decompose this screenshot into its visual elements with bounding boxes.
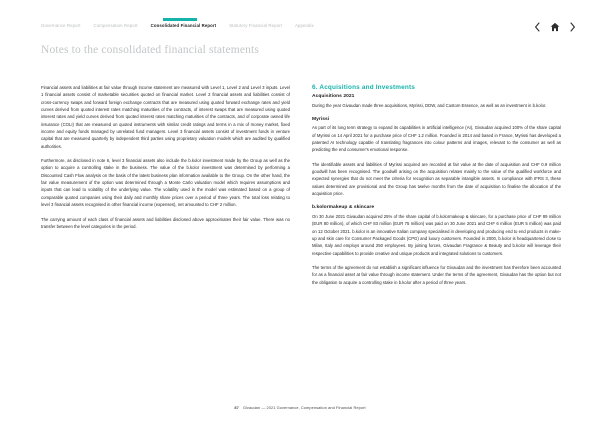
page-footer bbox=[0, 405, 600, 410]
paragraph-acquisitions-intro: During the year Givaudan made three acquisitions, Myrissi, DDW, and Custom Essence, as well as an investment in b.kolor. bbox=[312, 102, 547, 108]
tab-compensation-report[interactable]: Compensation Report bbox=[93, 23, 138, 28]
footer-report-title: Givaudan — 2021 Governance, Compensation and Financial Report bbox=[242, 405, 366, 410]
page-navigation-controls bbox=[534, 18, 576, 32]
paragraph-myrissi-overview: As part of its long term strategy to expand its capabilities in artificial intelligence (AI), Givaudan acquired 100% of the share capital of Myrissi on 14 April 2021 for a purchase price of CHF 1.2 million. Founded in 2014 and based in France, Myrissi has developed a patented AI technology capable of translating fragrances into colour patterns and images, relevant to the consumer as well as predicting the end consumer's emotional response. bbox=[312, 125, 561, 153]
chevron-left-icon[interactable] bbox=[534, 22, 541, 32]
left-column bbox=[41, 84, 290, 293]
chevron-right-icon[interactable] bbox=[569, 22, 576, 32]
tab-consolidated-financial-report[interactable]: Consolidated Financial Report bbox=[151, 18, 217, 28]
page-title: Notes to the consolidated financial statements bbox=[41, 44, 259, 56]
tab-statutory-financial-report[interactable]: Statutory Financial Report bbox=[229, 23, 282, 28]
paragraph-level3-bkolor: Furthermore, as disclosed in note 6, level 3 financial assets also include the b.kolor investment made by the Group as well as the option to acquire a controlling stake in the business. The value of the b.kolor investment was determined by performing a Discounted Cash Flow analysis on the basis of the latest business plan information available to the Group. On the other hand, the fair value measurement of the option was determined through a Monte Carlo valuation model which requires assumptions and inputs that can lead to volatility of the underlying value. The volatility used in the model was estimated based on a group of comparable quoted companies using their daily and monthly share prices over a period of three years. The total loss relating to level 3 financial assets recognised in other financial income (expenses), net amounted to CHF 2 million. bbox=[41, 158, 290, 208]
paragraph-bkolor-overview: On 30 June 2021 Givaudan acquired 25% of the share capital of b.kolormakeup & skincare, for a purchase price of CHF 89 million (EUR 80 million), of which CHF 83 million (EUR 75 million) was paid on 30 June 2021 and CHF 6 million (EUR 5 million) was paid on 12 October 2021. b.kolor is an innovative Italian company specialised in developing and producing end to end products in make-up and skin care for Consumer Packaged Goods (CPG) and luxury customers. Founded in 2000, b.kolor is headquartered close to Milan, Italy and employs around 250 employees. By joining forces, Givaudan Fragrance & Beauty and b.kolor will leverage their respective capabilities to provide creative and unique products and integrated solutions to customers. bbox=[312, 213, 561, 256]
top-navigation bbox=[41, 18, 576, 34]
section-tabs bbox=[41, 18, 314, 28]
tab-appendix[interactable]: Appendix bbox=[294, 23, 314, 28]
right-column bbox=[312, 84, 561, 293]
section-heading-acquisitions-investments: 6. Acquisitions and Investments bbox=[312, 84, 415, 91]
content-columns bbox=[41, 84, 561, 293]
subheading-acquisitions-2021: Acquisitions 2021 bbox=[312, 94, 355, 99]
home-icon[interactable] bbox=[550, 22, 560, 32]
subheading-bkolormakeup-skincare: b.kolormakeup & skincare bbox=[312, 205, 375, 211]
paragraph-carrying-amount: The carrying amount of each class of financial assets and liabilities disclosed above approximates their fair value. There was no transfer between the level categories in the period. bbox=[41, 216, 290, 229]
footer-page-number: 87 bbox=[234, 405, 239, 410]
paragraph-bkolor-agreement-terms: The terms of the agreement do not establish a significant influence for Givaudan and the investment has therefore been accounted for as a financial asset at fair value through income statement. Under the terms of the agreement, Givaudan has the option but not the obligation to acquire a controlling stake in b.kolor after a period of three years. bbox=[312, 265, 561, 285]
paragraph-fair-value-levels: Financial assets and liabilities at fair value through income statement are measured with Level 1, Level 2 and Level 3 inputs. Level 1 financial assets consist of marketable securities quoted on financial market. Level 2 financial assets and liabilities consist of cross-currency swaps and forward foreign exchange contracts that are measured using quoted forward exchange rates and yield curves derived from quoted interest rates matching maturities of the contracts, of interest swaps that are measured using quoted interest rates and yield curves derived from quoted interest rates matching maturities of the contracts, and of corporate owned life insurance (COLI) that are measured on quoted instruments with similar credit ratings and terms in a mix of money market, fixed income and equity funds managed by unrelated fund managers. Level 3 financial assets consist of investment funds in venture capital that are measured quarterly by independent third parties using proprietary valuation models which are audited by qualified authorities. bbox=[41, 85, 290, 149]
paragraph-myrissi-goodwill: The identifiable assets and liabilities of Myrissi acquired are recorded at fair value at the date of acquisition and CHF 0.9 million goodwill has been recognised. The goodwill arising on the acquisition relates mainly to the value of the qualified workforce and expected synergies that do not meet the criteria for recognition as separable intangible assets. In compliance with IFRS 3, these values determined are provisional and the Group has twelve months from the date of acquisition to finalise the allocation of the acquisition price. bbox=[312, 161, 561, 197]
tab-governance-report[interactable]: Governance Report bbox=[41, 23, 81, 28]
subheading-myrissi: Myrissi bbox=[312, 116, 330, 122]
